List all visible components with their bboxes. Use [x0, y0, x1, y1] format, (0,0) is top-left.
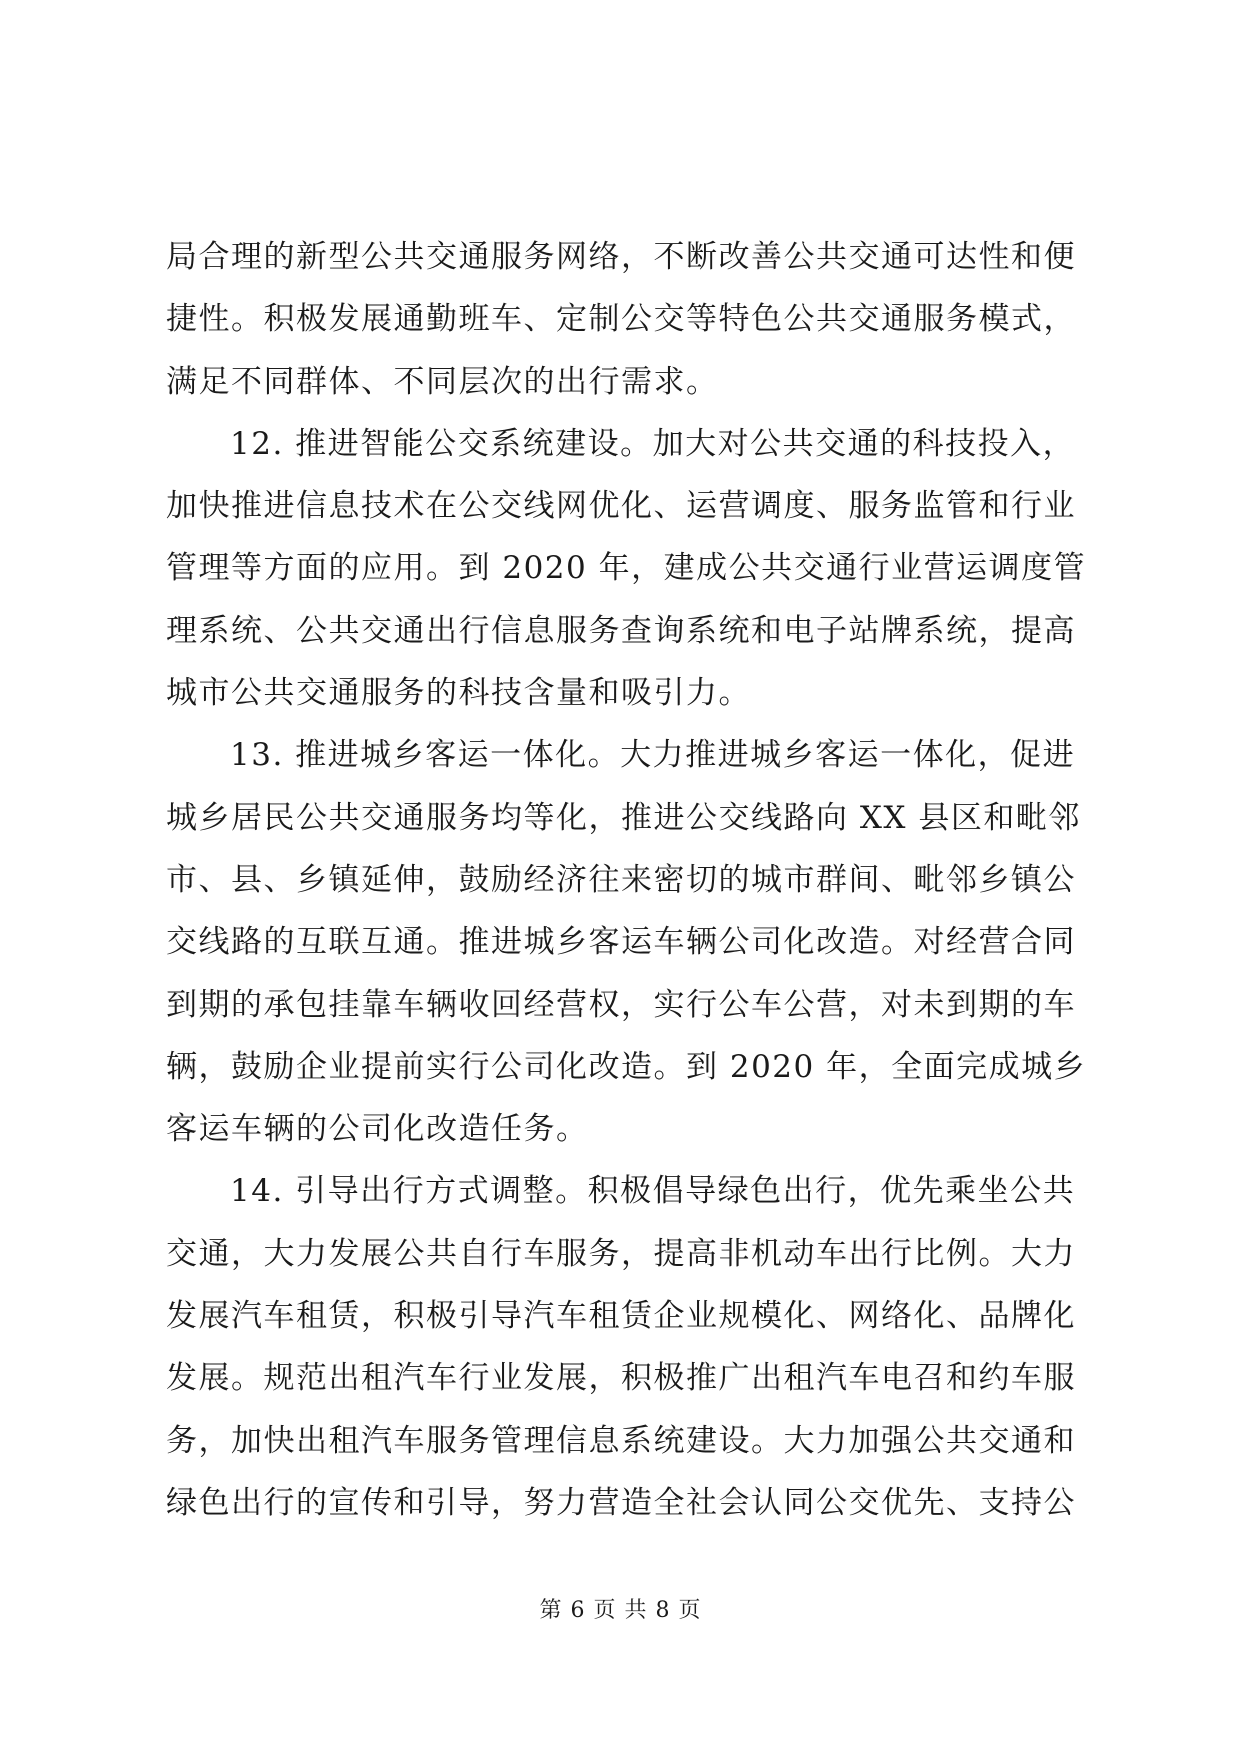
text-line: 加快推进信息技术在公交线网优化、运营调度、服务监管和行业	[166, 488, 1076, 525]
text-line: 辆，鼓励企业提前实行公司化改造。到 2020 年，全面完成城乡	[166, 1048, 1087, 1085]
text-line: 到期的承包挂靠车辆收回经营权，实行公车公营，对未到期的车	[166, 986, 1076, 1023]
text-line: 捷性。积极发展通勤班车、定制公交等特色公共交通服务模式，	[166, 301, 1076, 338]
text-line: 绿色出行的宣传和引导，努力营造全社会认同公交优先、支持公	[166, 1484, 1076, 1521]
text-line: 发展。规范出租汽车行业发展，积极推广出租汽车电召和约车服	[166, 1360, 1076, 1397]
text-line: 交通，大力发展公共自行车服务，提高非机动车出行比例。大力	[166, 1235, 1076, 1272]
text-line: 局合理的新型公共交通服务网络，不断改善公共交通可达性和便	[166, 239, 1076, 275]
paragraph-14-first-line: 14. 引导出行方式调整。积极倡导绿色出行，优先乘坐公共	[230, 1173, 1076, 1210]
paragraph-13-first-line: 13. 推进城乡客运一体化。大力推进城乡客运一体化，促进	[230, 737, 1076, 774]
text-line: 发展汽车租赁，积极引导汽车租赁企业规模化、网络化、品牌化	[166, 1298, 1076, 1335]
paragraph-12-first-line: 12. 推进智能公交系统建设。加大对公共交通的科技投入，	[230, 425, 1076, 462]
text-line: 理系统、公共交通出行信息服务查询系统和电子站牌系统，提高	[166, 612, 1076, 649]
text-line: 交线路的互联互通。推进城乡客运车辆公司化改造。对经营合同	[166, 924, 1076, 961]
page-footer: 第 6 页 共 8 页	[539, 1598, 702, 1623]
text-line: 务，加快出租汽车服务管理信息系统建设。大力加强公共交通和	[166, 1422, 1076, 1459]
text-line: 满足不同群体、不同层次的出行需求。	[166, 363, 719, 400]
text-line: 城乡居民公共交通服务均等化，推进公交线路向 XX 县区和毗邻	[166, 799, 1081, 836]
text-line: 市、县、乡镇延伸，鼓励经济往来密切的城市群间、毗邻乡镇公	[166, 861, 1076, 898]
text-line: 城市公共交通服务的科技含量和吸引力。	[166, 675, 751, 712]
body-text	[166, 226, 1086, 1534]
text-line: 管理等方面的应用。到 2020 年，建成公共交通行业营运调度管	[166, 550, 1087, 587]
text-line: 客运车辆的公司化改造任务。	[166, 1111, 589, 1148]
